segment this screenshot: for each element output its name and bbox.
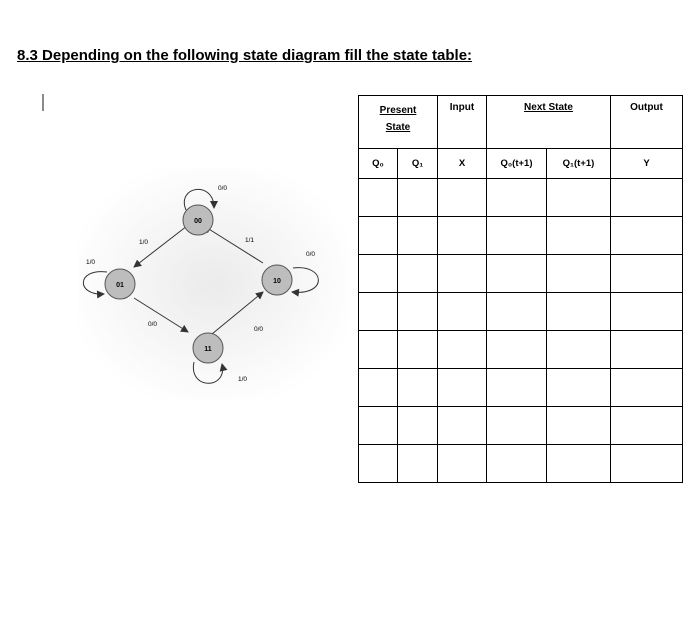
- table-row: [359, 293, 683, 331]
- table-cell[interactable]: [438, 179, 487, 217]
- state-diagram: [78, 168, 348, 400]
- table-cell[interactable]: [487, 293, 547, 331]
- table-column-header-row: [359, 149, 683, 179]
- table-cell[interactable]: [438, 293, 487, 331]
- next-state-header: [487, 96, 611, 149]
- present-state-header-line2: State: [385, 122, 411, 133]
- column-header-q0-next: Q₀(t+1): [487, 149, 547, 179]
- table-cell[interactable]: [547, 179, 611, 217]
- table-cell[interactable]: [438, 331, 487, 369]
- table-cell[interactable]: [398, 407, 438, 445]
- table-row: [359, 179, 683, 217]
- table-cell[interactable]: [359, 407, 398, 445]
- table-row: [359, 445, 683, 483]
- table-cell[interactable]: [438, 445, 487, 483]
- text-cursor: [42, 94, 44, 111]
- column-header-q1-next: Q₁(t+1): [547, 149, 611, 179]
- table-cell[interactable]: [398, 369, 438, 407]
- table-cell[interactable]: [359, 369, 398, 407]
- table-cell[interactable]: [359, 179, 398, 217]
- table-cell[interactable]: [359, 331, 398, 369]
- table-cell[interactable]: [359, 293, 398, 331]
- state-diagram-svg: [78, 168, 348, 400]
- table-cell[interactable]: [438, 217, 487, 255]
- table-cell[interactable]: [487, 369, 547, 407]
- table-cell[interactable]: [359, 217, 398, 255]
- table-cell[interactable]: [547, 445, 611, 483]
- table-cell[interactable]: [611, 407, 683, 445]
- transition-label-11-10: 0/0: [254, 326, 264, 333]
- transition-label-10-00: 1/1: [245, 237, 255, 244]
- table-row: [359, 255, 683, 293]
- table-group-header-row: [359, 96, 683, 149]
- table-cell[interactable]: [359, 445, 398, 483]
- table-row: [359, 407, 683, 445]
- present-state-header-line1: Present: [379, 105, 417, 116]
- transition-label-01-11: 0/0: [148, 321, 158, 328]
- table-cell[interactable]: [398, 445, 438, 483]
- table-cell[interactable]: [487, 179, 547, 217]
- state-11-label: 11: [204, 346, 212, 353]
- state-table: [358, 95, 683, 483]
- input-header: Input: [438, 96, 487, 149]
- column-header-y: Y: [611, 149, 683, 179]
- table-cell[interactable]: [398, 331, 438, 369]
- question-heading: 8.3 Depending on the following state diagram fill the state table:: [17, 47, 473, 64]
- table-cell[interactable]: [438, 407, 487, 445]
- table-cell[interactable]: [359, 255, 398, 293]
- next-state-header-label: Next State: [524, 102, 573, 113]
- table-body: [359, 179, 683, 483]
- table-cell[interactable]: [611, 293, 683, 331]
- transition-label-11-11: 1/0: [238, 376, 248, 383]
- table-cell[interactable]: [611, 331, 683, 369]
- table-cell[interactable]: [547, 217, 611, 255]
- table-cell[interactable]: [398, 179, 438, 217]
- table-cell[interactable]: [547, 293, 611, 331]
- table-cell[interactable]: [487, 217, 547, 255]
- table-row: [359, 217, 683, 255]
- column-header-q0: Q₀: [359, 149, 398, 179]
- present-state-header: [359, 96, 438, 149]
- table-cell[interactable]: [438, 369, 487, 407]
- table-cell[interactable]: [611, 179, 683, 217]
- table-cell[interactable]: [487, 255, 547, 293]
- table-cell[interactable]: [398, 293, 438, 331]
- table-row: [359, 331, 683, 369]
- table-row: [359, 369, 683, 407]
- state-00-label: 00: [194, 218, 202, 225]
- transition-label-01-01: 1/0: [86, 259, 96, 266]
- transition-label-00-01: 1/0: [139, 239, 149, 246]
- table-cell[interactable]: [611, 445, 683, 483]
- table-cell[interactable]: [611, 255, 683, 293]
- column-header-q1: Q₁: [398, 149, 438, 179]
- table-cell[interactable]: [611, 217, 683, 255]
- table-cell[interactable]: [487, 331, 547, 369]
- table-cell[interactable]: [611, 369, 683, 407]
- table-cell[interactable]: [487, 445, 547, 483]
- table-cell[interactable]: [438, 255, 487, 293]
- table-cell[interactable]: [487, 407, 547, 445]
- output-header: Output: [611, 96, 683, 149]
- table-cell[interactable]: [398, 217, 438, 255]
- transition-label-00-00: 0/0: [218, 185, 228, 192]
- table-cell[interactable]: [547, 331, 611, 369]
- table-cell[interactable]: [398, 255, 438, 293]
- state-01-label: 01: [116, 282, 124, 289]
- table-cell[interactable]: [547, 255, 611, 293]
- transition-label-10-10: 0/0: [306, 251, 316, 258]
- table-cell[interactable]: [547, 369, 611, 407]
- column-header-x: X: [438, 149, 487, 179]
- table-cell[interactable]: [547, 407, 611, 445]
- state-10-label: 10: [273, 278, 281, 285]
